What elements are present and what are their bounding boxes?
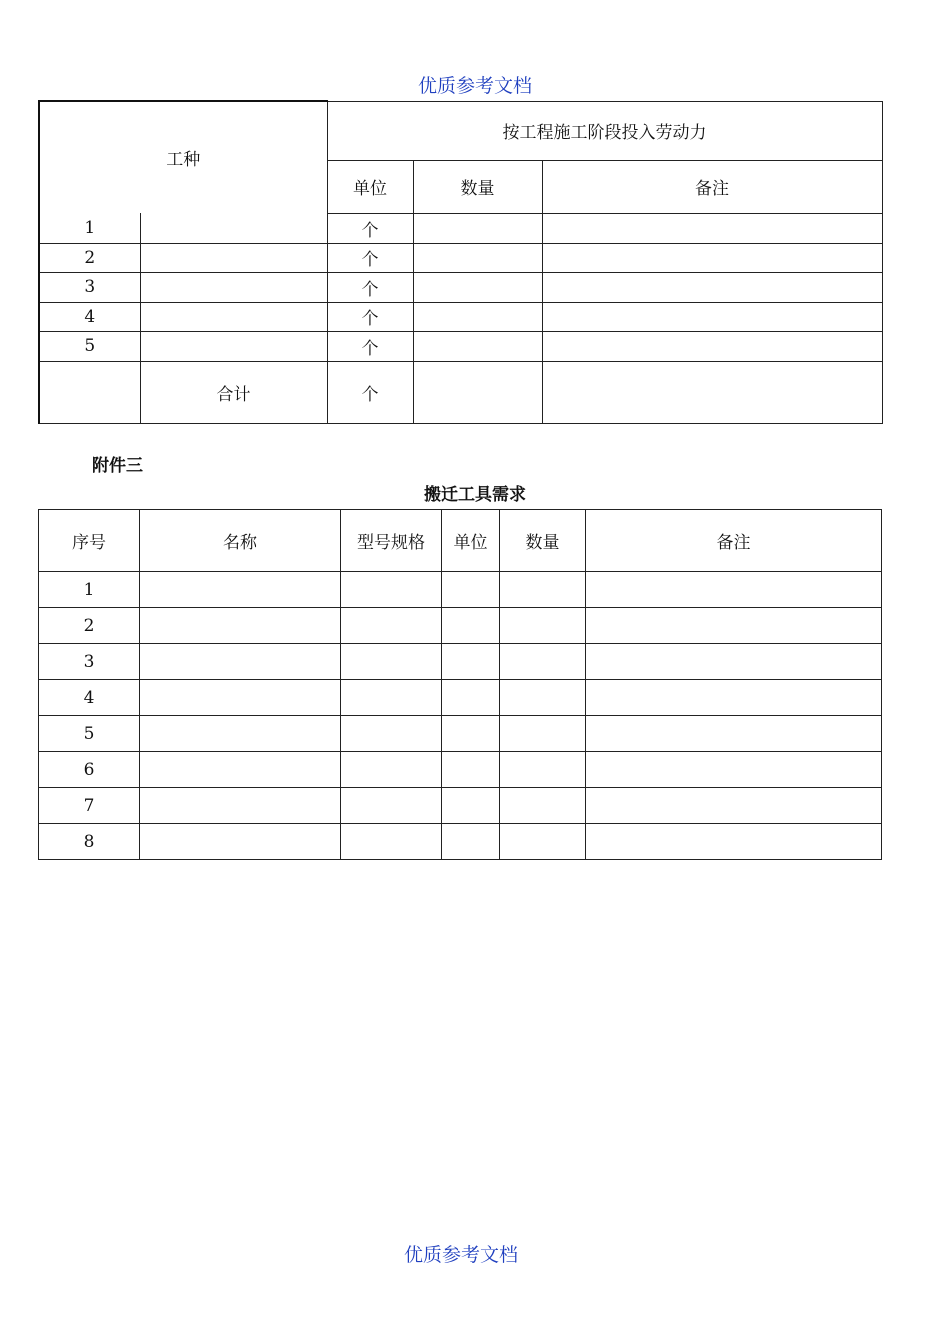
row-model — [341, 644, 442, 680]
table-row — [39, 302, 882, 331]
table-row — [39, 572, 882, 608]
row-note — [586, 752, 882, 788]
row-qty — [413, 243, 542, 272]
row-work-type — [140, 243, 327, 272]
header-unit: 单位 — [442, 510, 500, 572]
row-number: 1 — [39, 213, 140, 243]
row-note — [586, 680, 882, 716]
row-qty — [500, 572, 586, 608]
row-note — [542, 243, 882, 272]
row-note — [586, 572, 882, 608]
table-row — [39, 213, 882, 243]
watermark-bottom: 优质参考文档 — [403, 1244, 518, 1266]
header-work-type: 工种 — [39, 101, 327, 213]
row-model — [341, 680, 442, 716]
table-row — [39, 243, 882, 272]
row-unit: 个 — [327, 243, 413, 272]
row-qty — [413, 302, 542, 331]
row-number: 2 — [39, 243, 140, 272]
header-serial: 序号 — [39, 510, 140, 572]
tools-title: 搬迁工具需求 — [424, 485, 526, 505]
row-note — [586, 644, 882, 680]
row-unit: 个 — [327, 272, 413, 302]
row-work-type — [140, 272, 327, 302]
total-row — [39, 361, 882, 423]
row-qty — [413, 213, 542, 243]
row-name — [140, 788, 341, 824]
row-unit: 个 — [327, 331, 413, 361]
row-number: 4 — [39, 680, 140, 716]
row-unit — [442, 608, 500, 644]
row-number: 3 — [39, 272, 140, 302]
row-name — [140, 752, 341, 788]
annex-heading: 附件三 — [92, 456, 143, 476]
row-number: 7 — [39, 788, 140, 824]
row-note — [542, 331, 882, 361]
row-unit — [442, 680, 500, 716]
row-work-type — [140, 331, 327, 361]
row-note — [586, 824, 882, 860]
row-note — [542, 213, 882, 243]
row-unit — [442, 824, 500, 860]
table-row — [39, 788, 882, 824]
row-qty — [500, 680, 586, 716]
row-model — [341, 824, 442, 860]
row-number: 4 — [39, 302, 140, 331]
row-name — [140, 644, 341, 680]
row-note — [586, 716, 882, 752]
row-note — [542, 302, 882, 331]
row-number: 1 — [39, 572, 140, 608]
total-qty — [413, 361, 542, 423]
row-note — [586, 788, 882, 824]
header-qty: 数量 — [500, 510, 586, 572]
row-qty — [500, 644, 586, 680]
row-unit — [442, 644, 500, 680]
total-note — [542, 361, 882, 423]
row-name — [140, 608, 341, 644]
row-model — [341, 608, 442, 644]
row-model — [341, 752, 442, 788]
table-row — [39, 680, 882, 716]
table-row — [39, 644, 882, 680]
header-unit: 单位 — [327, 160, 413, 213]
labor-table — [38, 100, 883, 424]
table-row — [39, 272, 882, 302]
header-phase: 按工程施工阶段投入劳动力 — [327, 101, 882, 160]
header-note: 备注 — [542, 160, 882, 213]
row-number: 2 — [39, 608, 140, 644]
row-qty — [413, 272, 542, 302]
row-name — [140, 824, 341, 860]
row-work-type — [140, 302, 327, 331]
watermark-top: 优质参考文档 — [417, 75, 532, 97]
row-name — [140, 680, 341, 716]
row-qty — [413, 331, 542, 361]
row-name — [140, 572, 341, 608]
table-row — [39, 752, 882, 788]
row-name — [140, 716, 341, 752]
row-number: 8 — [39, 824, 140, 860]
table-row — [39, 331, 882, 361]
row-qty — [500, 752, 586, 788]
row-number: 5 — [39, 716, 140, 752]
tools-table — [38, 509, 882, 860]
row-qty — [500, 608, 586, 644]
row-model — [341, 572, 442, 608]
row-unit — [442, 572, 500, 608]
header-name: 名称 — [140, 510, 341, 572]
row-number: 3 — [39, 644, 140, 680]
row-unit: 个 — [327, 213, 413, 243]
total-unit: 个 — [327, 361, 413, 423]
table-row — [39, 824, 882, 860]
row-note — [542, 272, 882, 302]
row-number: 6 — [39, 752, 140, 788]
table-row — [39, 608, 882, 644]
header-note: 备注 — [586, 510, 882, 572]
row-qty — [500, 788, 586, 824]
header-qty: 数量 — [413, 160, 542, 213]
row-note — [586, 608, 882, 644]
row-model — [341, 716, 442, 752]
total-number — [39, 361, 140, 423]
tools-header-row — [39, 510, 882, 572]
row-unit — [442, 788, 500, 824]
row-model — [341, 788, 442, 824]
row-unit — [442, 716, 500, 752]
row-work-type — [140, 213, 327, 243]
total-label: 合计 — [140, 361, 327, 423]
row-unit: 个 — [327, 302, 413, 331]
row-qty — [500, 716, 586, 752]
row-qty — [500, 824, 586, 860]
header-model: 型号规格 — [341, 510, 442, 572]
row-number: 5 — [39, 331, 140, 361]
row-unit — [442, 752, 500, 788]
table-row — [39, 716, 882, 752]
